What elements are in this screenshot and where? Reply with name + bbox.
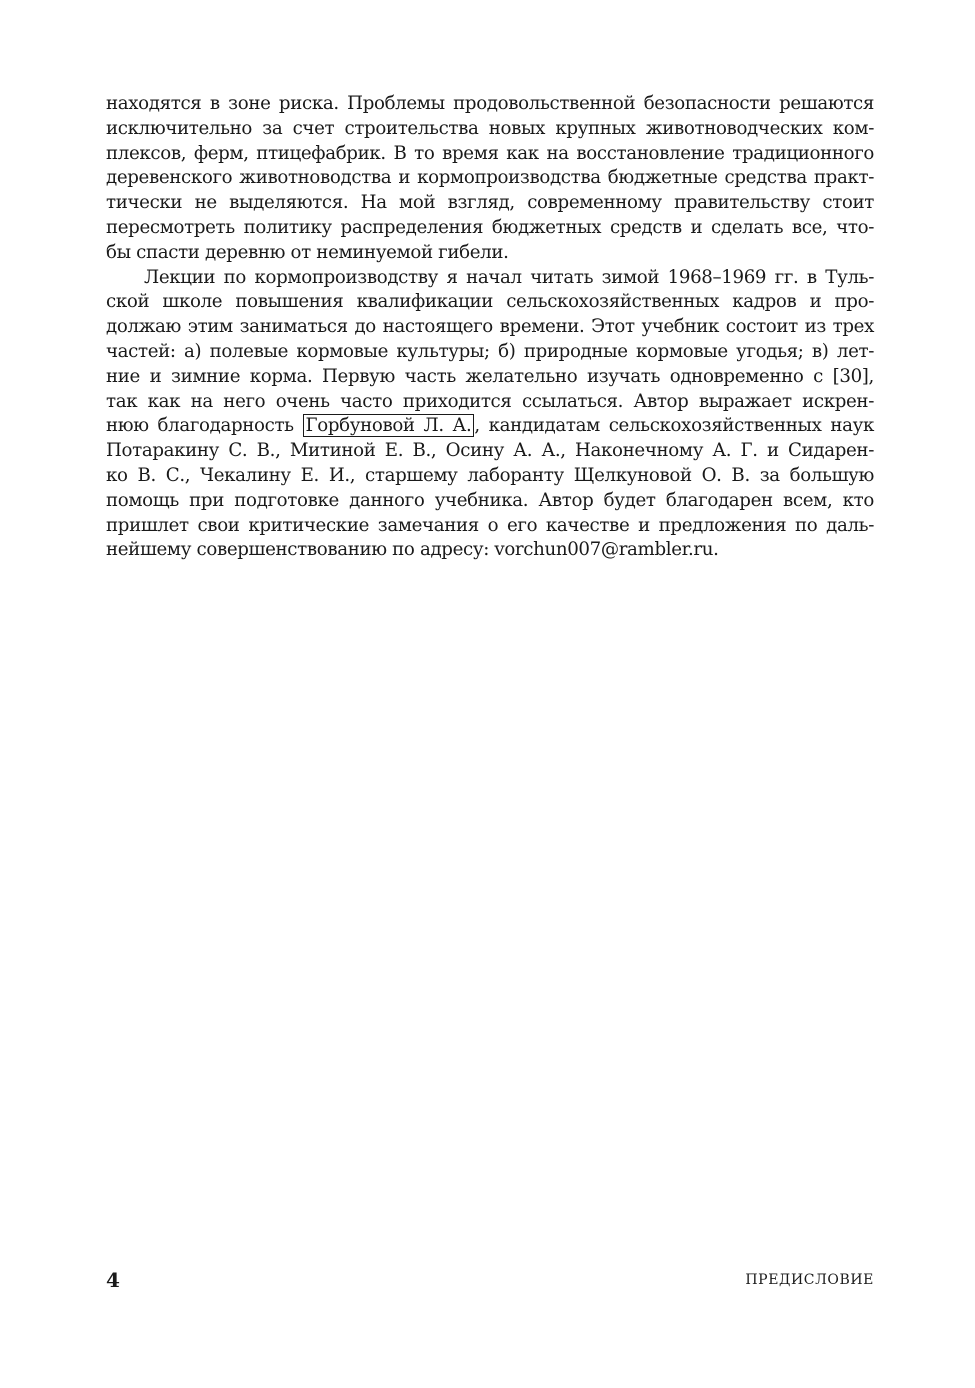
text-line: находятся в зоне риска. Проблемы продовольственной безопасности решаются [106,93,874,114]
text-line: помощь при подготовке данного учебника. Автор будет благодарен всем, кто [106,489,874,511]
text-line: ние и зимние корма. Первую часть желательно изучать одновременно с [30], [106,365,874,387]
text-line-with-boxed-name [106,414,874,439]
text-line: ской школе повышения квалификации сельскохозяйственных кадров и про- [106,291,874,313]
text-line: исключительно за счет строительства новых крупных животноводческих ком- [106,117,874,139]
text-line: деревенского животноводства и кормопроизводства бюджетные средства практ- [106,167,874,189]
running-footer-title: ПРЕДИСЛОВИЕ [745,1272,874,1288]
body-text [106,92,874,563]
text-line: плексов, ферм, птицефабрик. В то время как на восстановление традиционного [106,142,874,164]
text-line: пришлет свои критические замечания о его качестве и предложения по даль- [106,514,874,536]
text-line: так как на него очень часто приходится ссылаться. Автор выражает искрен- [106,390,874,412]
text-segment: , кандидатам сельскохозяйственных наук [474,415,874,437]
text-line: должаю этим заниматься до настоящего времени. Этот учебник состоит из трех [106,316,874,338]
text-line: ко В. С., Чекалину Е. И., старшему лаборанту Щелкуновой О. В. за большую [106,464,874,486]
text-line: частей: а) полевые кормовые культуры; б) природные кормовые угодья; в) лет- [106,340,874,362]
text-line: Потаракину С. В., Митиной Е. В., Осину А. А., Наконечному А. Г. и Сидарен- [106,440,874,462]
text-line: нейшему совершенствованию по адресу: vorchun007@rambler.ru. [106,539,719,561]
text-line: бы спасти деревню от неминуемой гибели. [106,241,509,263]
text-line: пересмотреть политику распределения бюджетных средств и сделать все, что- [106,216,874,238]
text-line: тически не выделяются. На мой взгляд, современному правительству стоит [106,192,874,214]
page-number: 4 [106,1268,120,1292]
text-line: Лекции по кормопроизводству я начал читать зимой 1968–1969 гг. в Туль- [144,266,874,288]
paragraph-1 [106,92,874,266]
text-segment: нюю благодарность [106,415,303,437]
paragraph-2 [106,266,874,564]
boxed-name: Горбуновой Л. А. [303,414,475,437]
